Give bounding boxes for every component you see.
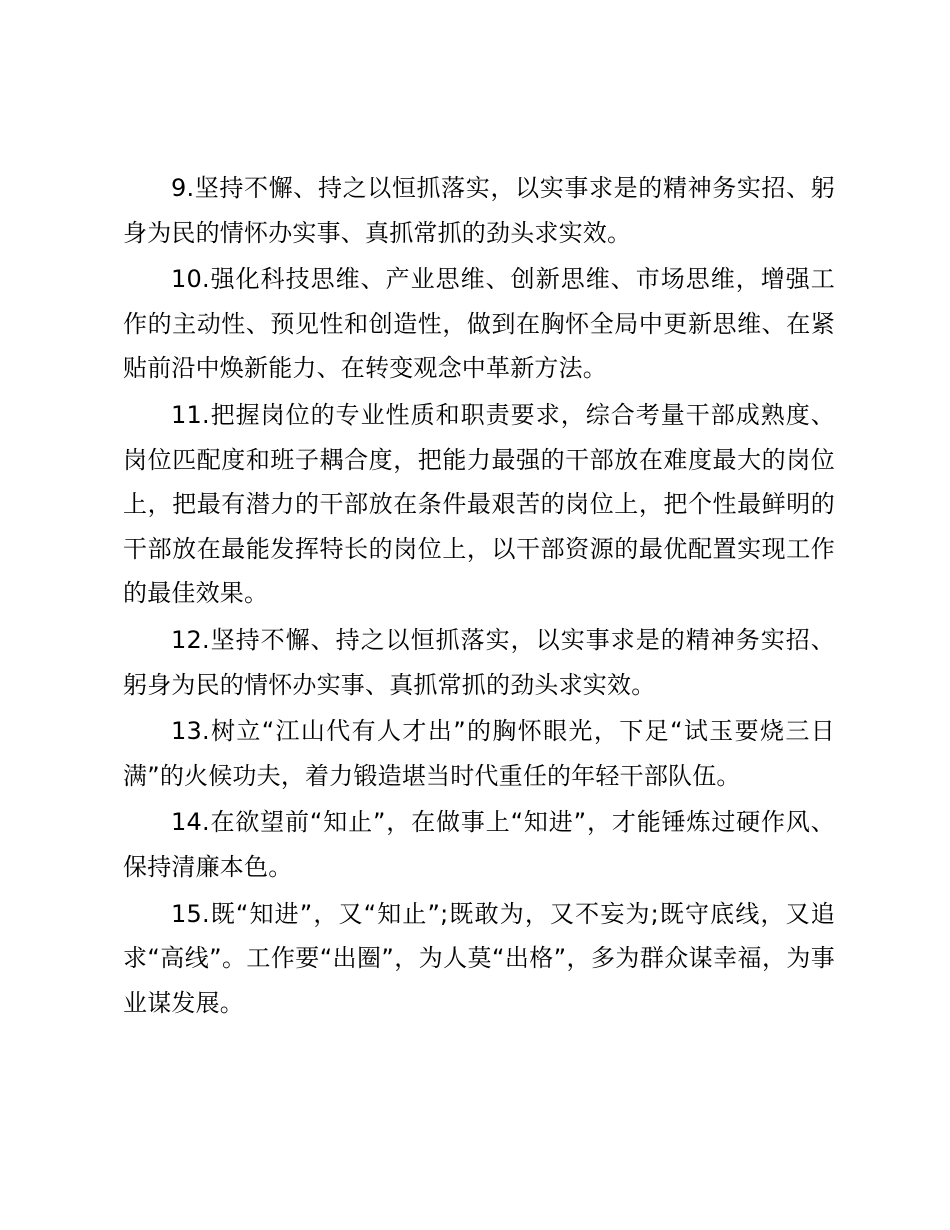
paragraph-13: 13.树立“江山代有人才出”的胸怀眼光，下足“试玉要烧三日满”的火候功夫，着力锻造堪当时代重任的年轻干部队伍。 bbox=[123, 717, 835, 790]
paragraph-12: 12.坚持不懈、持之以恒抓落实，以实事求是的精神务实招、躬身为民的情怀办实事、真抓常抓的劲头求实效。 bbox=[123, 625, 835, 699]
paragraph-9: 9.坚持不懈、持之以恒抓落实，以实事求是的精神务实招、躬身为民的情怀办实事、真抓常抓的劲头求实效。 bbox=[123, 174, 835, 247]
document-body bbox=[123, 166, 835, 1027]
paragraph-10: 10.强化科技思维、产业思维、创新思维、市场思维，增强工作的主动性、预见性和创造性，做到在胸怀全局中更新思维、在紧贴前沿中焕新能力、在转变观念中革新方法。 bbox=[123, 265, 835, 383]
paragraph-14: 14.在欲望前“知止”，在做事上“知进”，才能锤炼过硬作风、保持清廉本色。 bbox=[123, 808, 835, 881]
paragraph-15: 15.既“知进”，又“知止”;既敢为，又不妄为;既守底线，又追求“高线”。工作要“出圈”，为人莫“出格”，多为群众谋幸福，为事业谋发展。 bbox=[123, 899, 835, 1017]
paragraph-11: 11.把握岗位的专业性质和职责要求，综合考量干部成熟度、岗位匹配度和班子耦合度，把能力最强的干部放在难度最大的岗位上，把最有潜力的干部放在条件最艰苦的岗位上，把个性最鲜明的干部放在最能发挥特长的岗位上，以干部资源的最优配置实现工作的最佳效果。 bbox=[123, 400, 835, 608]
